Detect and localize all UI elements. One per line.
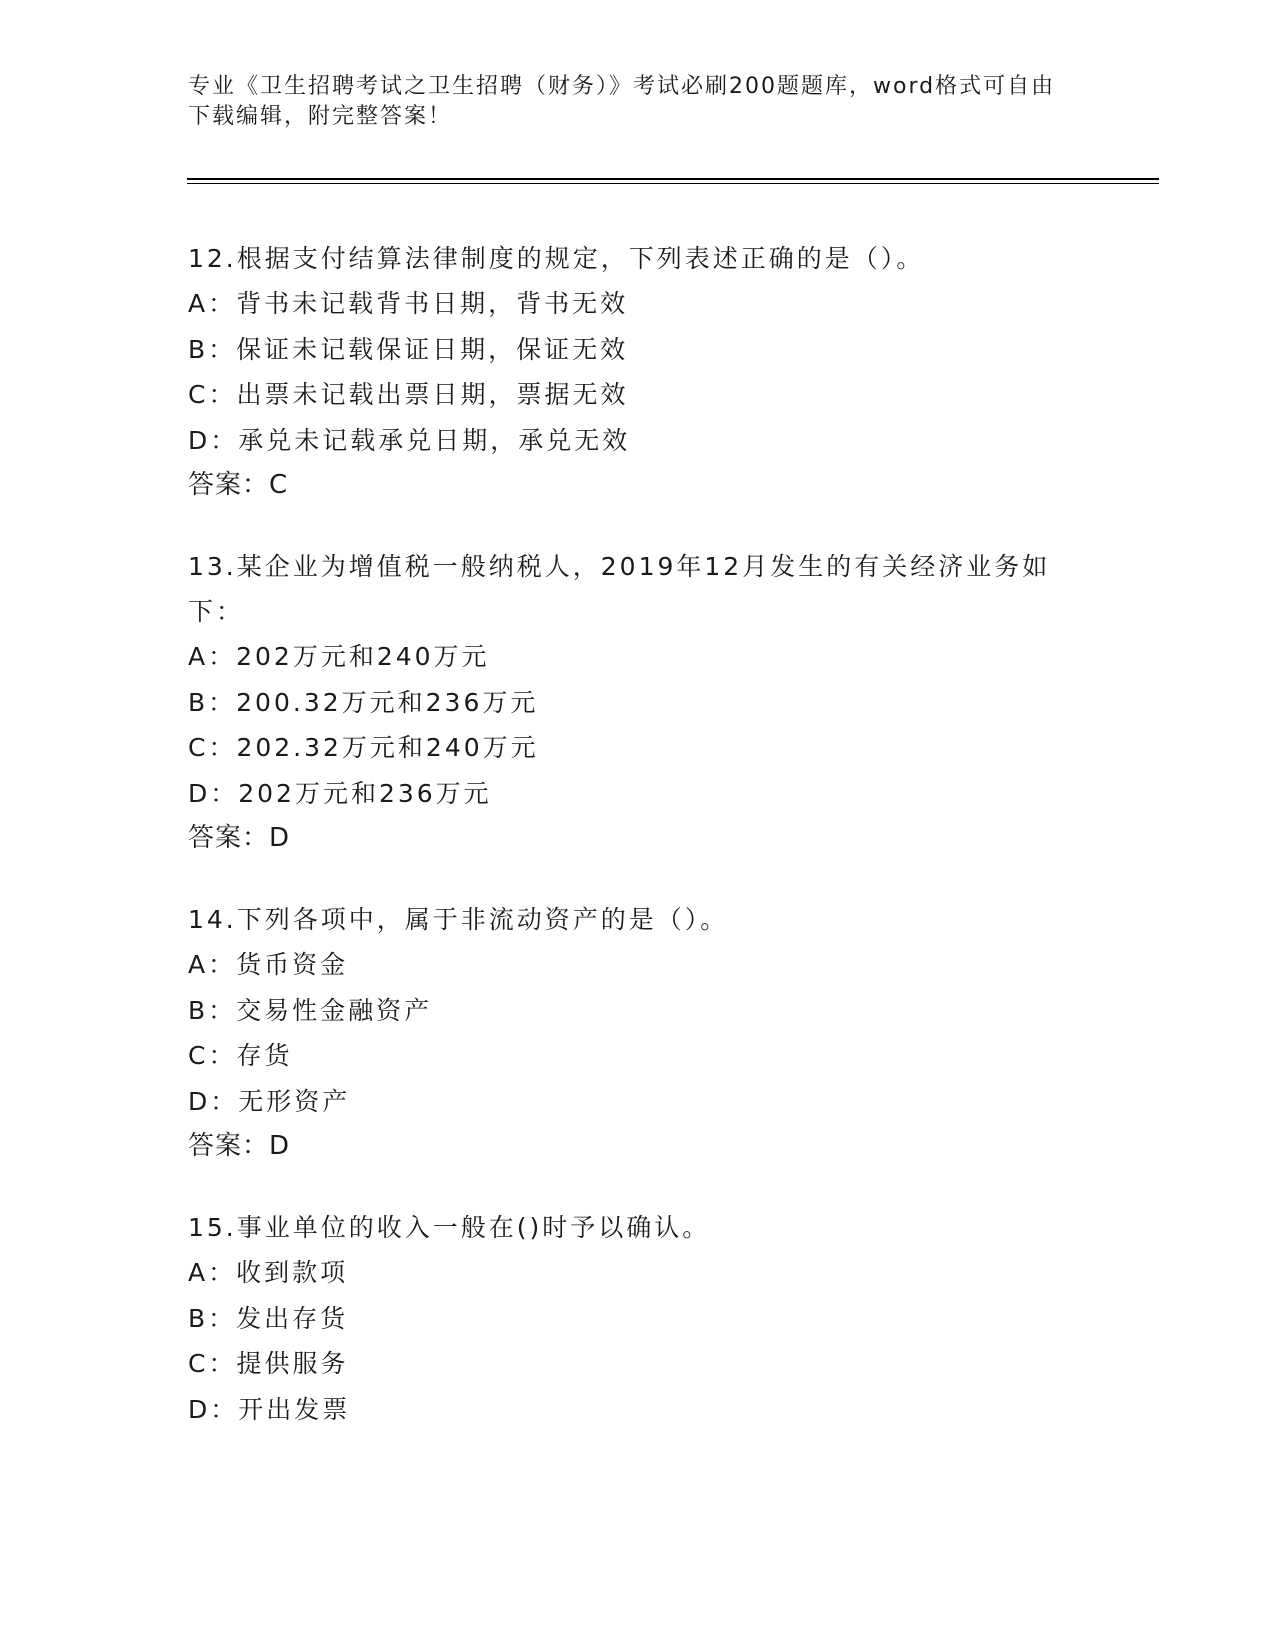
answer-line: 答案：C <box>188 470 289 500</box>
option-d: D：202万元和236万元 <box>188 778 492 808</box>
question-list <box>188 236 1088 1468</box>
option-a: A：202万元和240万元 <box>188 642 490 671</box>
answer-line: 答案：D <box>188 823 291 853</box>
question-stem: 12.根据支付结算法律制度的规定，下列表述正确的是（）。 <box>188 244 925 273</box>
question-stem: 15.事业单位的收入一般在()时予以确认。 <box>188 1213 711 1242</box>
option-a: A：货币资金 <box>188 950 349 979</box>
option-b: B：保证未记载保证日期，保证无效 <box>188 334 629 364</box>
question-14 <box>188 897 1088 1169</box>
option-d: D：无形资产 <box>188 1086 351 1116</box>
option-c: C：存货 <box>188 1041 293 1070</box>
header-divider-thick <box>187 178 1159 180</box>
option-c: C：提供服务 <box>188 1349 349 1378</box>
option-c: C：202.32万元和240万元 <box>188 733 539 762</box>
option-c: C：出票未记载出票日期，票据无效 <box>188 380 629 409</box>
option-a: A：收到款项 <box>188 1258 349 1287</box>
question-13 <box>188 544 1088 861</box>
option-b: B：发出存货 <box>188 1303 349 1333</box>
question-stem: 13.某企业为增值税一般纳税人，2019年12月发生的有关经济业务如下： <box>188 552 1051 626</box>
option-b: B：交易性金融资产 <box>188 995 433 1025</box>
document-header: 专业《卫生招聘考试之卫生招聘（财务）》考试必刷200题题库，word格式可自由下载编辑，附完整答案！ <box>188 74 1056 129</box>
option-d: D：开出发票 <box>188 1394 351 1424</box>
answer-line: 答案：D <box>188 1131 291 1161</box>
option-a: A：背书未记载背书日期，背书无效 <box>188 289 629 318</box>
option-d: D：承兑未记载承兑日期，承兑无效 <box>188 425 631 455</box>
question-15 <box>188 1205 1088 1432</box>
header-divider-thin <box>187 183 1159 184</box>
question-12 <box>188 236 1088 508</box>
question-stem: 14.下列各项中，属于非流动资产的是（）。 <box>188 905 729 934</box>
option-b: B：200.32万元和236万元 <box>188 687 539 717</box>
